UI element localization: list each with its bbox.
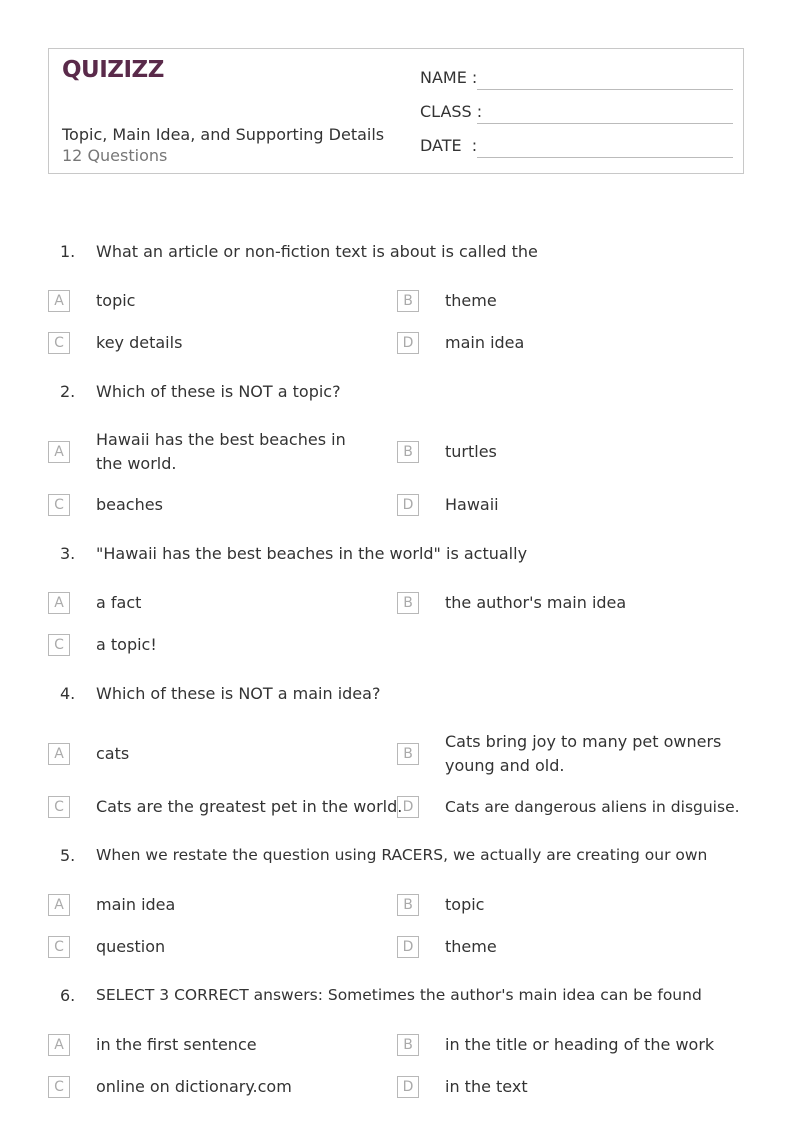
question-number: 2. bbox=[60, 382, 76, 401]
question-number: 4. bbox=[60, 684, 76, 703]
option-text-c: beaches bbox=[96, 495, 163, 514]
option-box-d[interactable]: D bbox=[397, 936, 419, 958]
option-box-b[interactable]: B bbox=[397, 592, 419, 614]
option-text-c: online on dictionary.com bbox=[96, 1077, 292, 1096]
option-box-c[interactable]: C bbox=[48, 634, 70, 656]
question-text: SELECT 3 CORRECT answers: Sometimes the author's main idea can be found bbox=[96, 986, 702, 1004]
option-box-c[interactable]: C bbox=[48, 1076, 70, 1098]
option-box-b[interactable]: B bbox=[397, 441, 419, 463]
date-line[interactable] bbox=[477, 157, 733, 158]
option-text-d: in the text bbox=[445, 1077, 528, 1096]
question-number: 5. bbox=[60, 846, 76, 865]
question-text: Which of these is NOT a main idea? bbox=[96, 684, 381, 703]
question-text: Which of these is NOT a topic? bbox=[96, 382, 341, 401]
date-label: DATE : bbox=[420, 136, 478, 155]
option-text-b: theme bbox=[445, 291, 497, 310]
option-text-b: Cats bring joy to many pet owners young and old. bbox=[445, 732, 722, 775]
option-text-d: theme bbox=[445, 937, 497, 956]
option-box-b[interactable]: B bbox=[397, 1034, 419, 1056]
option-box-c[interactable]: C bbox=[48, 494, 70, 516]
option-box-c[interactable]: C bbox=[48, 936, 70, 958]
option-text-d: Hawaii bbox=[445, 495, 499, 514]
option-text-b: the author's main idea bbox=[445, 593, 627, 612]
option-box-a[interactable]: A bbox=[48, 1034, 70, 1056]
option-box-a[interactable]: A bbox=[48, 743, 70, 765]
question-count: 12 Questions bbox=[62, 146, 168, 165]
worksheet-header bbox=[48, 48, 744, 174]
question-number: 1. bbox=[60, 242, 76, 261]
option-text-d: main idea bbox=[445, 333, 525, 352]
class-label: CLASS : bbox=[420, 102, 483, 121]
option-text-c: Cats are the greatest pet in the world. bbox=[96, 797, 403, 816]
option-box-b[interactable]: B bbox=[397, 743, 419, 765]
name-field[interactable] bbox=[420, 68, 733, 92]
question-text: "Hawaii has the best beaches in the world" is actually bbox=[96, 544, 528, 563]
question-text: When we restate the question using RACERS, we actually are creating our own bbox=[96, 846, 708, 864]
option-text-a: main idea bbox=[96, 895, 176, 914]
quizizz-logo: QUIZIZZ bbox=[62, 57, 164, 83]
worksheet-title: Topic, Main Idea, and Supporting Details bbox=[62, 125, 385, 144]
option-text-c: key details bbox=[96, 333, 183, 352]
option-text-b: turtles bbox=[445, 442, 497, 461]
option-text-c: question bbox=[96, 937, 166, 956]
option-text-c: a topic! bbox=[96, 635, 157, 654]
question-text: What an article or non-fiction text is about is called the bbox=[96, 242, 538, 261]
option-box-d[interactable]: D bbox=[397, 494, 419, 516]
option-text-a: in the first sentence bbox=[96, 1035, 257, 1054]
option-box-c[interactable]: C bbox=[48, 796, 70, 818]
class-line[interactable] bbox=[477, 123, 733, 124]
option-box-d[interactable]: D bbox=[397, 796, 419, 818]
option-box-d[interactable]: D bbox=[397, 1076, 419, 1098]
class-field[interactable] bbox=[420, 102, 733, 126]
option-text-b: in the title or heading of the work bbox=[445, 1035, 715, 1054]
option-text-a: cats bbox=[96, 744, 130, 763]
question-number: 3. bbox=[60, 544, 76, 563]
option-box-d[interactable]: D bbox=[397, 332, 419, 354]
option-text-a: a fact bbox=[96, 593, 142, 612]
option-box-c[interactable]: C bbox=[48, 332, 70, 354]
option-text-a: Hawaii has the best beaches in the world. bbox=[96, 430, 346, 473]
option-box-a[interactable]: A bbox=[48, 894, 70, 916]
question-number: 6. bbox=[60, 986, 76, 1005]
date-field[interactable] bbox=[420, 136, 733, 160]
option-box-a[interactable]: A bbox=[48, 592, 70, 614]
option-box-a[interactable]: A bbox=[48, 441, 70, 463]
option-text-b: topic bbox=[445, 895, 485, 914]
option-box-b[interactable]: B bbox=[397, 894, 419, 916]
name-line[interactable] bbox=[477, 89, 733, 90]
option-text-a: topic bbox=[96, 291, 136, 310]
option-box-b[interactable]: B bbox=[397, 290, 419, 312]
option-text-d: Cats are dangerous aliens in disguise. bbox=[445, 798, 740, 816]
option-box-a[interactable]: A bbox=[48, 290, 70, 312]
name-label: NAME : bbox=[420, 68, 478, 87]
